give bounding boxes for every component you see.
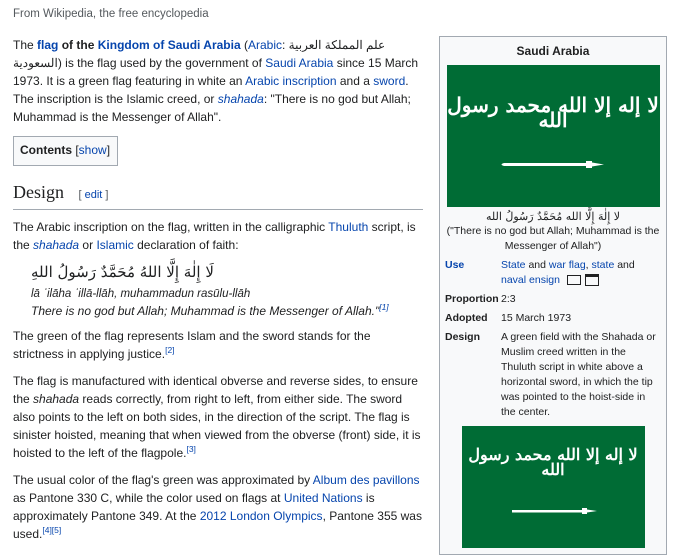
- text: reads correctly, from right to left, from either side. The sword also points to the left on both sides, in the direction of the script. The flag is sinister hoisted, meaning that when viewed from the obverse (front) side, it is hoisted to the left of the flagpole.: [13, 392, 421, 460]
- text: There is no god but Allah; Muhammad is the Messenger of Allah.": [31, 303, 380, 318]
- design-paragraph-4: [13, 471, 423, 543]
- tagline: From Wikipedia, the free encyclopedia: [13, 8, 209, 20]
- infobox-row-adopted: [445, 311, 661, 326]
- text: ,: [585, 259, 589, 271]
- proportion-value: 2:3: [501, 293, 516, 305]
- flag-use-icon-2[interactable]: [585, 274, 599, 286]
- arabic-shahada-text: لَا إِلٰهَ إِلَّا اللهُ مُحَمَّدٌ رَسُولُ اللهِ: [31, 263, 214, 281]
- arabic-link[interactable]: Arabic: [247, 38, 282, 52]
- reference-3[interactable]: [3]: [186, 444, 196, 454]
- reference-1[interactable]: [1]: [379, 301, 389, 312]
- text: is the flag used by the government of: [65, 56, 262, 70]
- design-label: Design: [445, 331, 481, 343]
- text: of the: [61, 38, 95, 52]
- sword-link[interactable]: sword: [373, 74, 406, 88]
- edit-link[interactable]: edit: [84, 189, 103, 201]
- design-paragraph-1: [13, 218, 423, 254]
- caption-arabic: لا إِلٰهَ إِلَّا الله مُحَمَّدٌ رَسُولُ الله: [485, 210, 621, 223]
- adopted-value: 15 March 1973: [501, 312, 572, 324]
- edit-section: [ edit ]: [78, 189, 109, 201]
- saudi-arabia-link[interactable]: Saudi Arabia: [265, 56, 334, 70]
- united-nations-link[interactable]: United Nations: [283, 491, 363, 505]
- kingdom-link[interactable]: Kingdom of Saudi Arabia: [97, 38, 241, 52]
- translation: [31, 303, 423, 320]
- infobox-row-use: [445, 258, 661, 288]
- flag-caption: [444, 209, 662, 254]
- state-link-2[interactable]: state: [591, 259, 615, 271]
- infobox-title: Saudi Arabia: [516, 44, 590, 58]
- text: , Pantone 355 was used.: [13, 509, 422, 541]
- design-paragraph-3: [13, 372, 423, 462]
- text: : "There is no god but Allah; Muhammad is the Messenger of Allah".: [13, 92, 411, 124]
- infobox-row-proportion: [445, 292, 661, 307]
- naval-ensign-link[interactable]: naval ensign: [501, 274, 560, 286]
- table-of-contents: Contents [show]: [13, 136, 118, 166]
- adopted-label: Adopted: [445, 312, 488, 324]
- text: and a: [339, 74, 370, 88]
- text: since 15 March 1973. It is a green flag featuring in white an: [13, 56, 419, 88]
- use-label: [445, 258, 501, 288]
- use-value: [501, 258, 661, 288]
- flag-link[interactable]: flag: [37, 38, 59, 52]
- quote-block: [31, 286, 423, 319]
- arabic-inscription-link[interactable]: Arabic inscription: [245, 74, 337, 88]
- section-heading-design: [13, 181, 423, 210]
- text: The flag is manufactured with identical obverse and reverse sides, to ensure the: [13, 374, 418, 406]
- reference-4-5[interactable]: [4][5]: [42, 525, 62, 535]
- album-des-pavillons-link[interactable]: Album des pavillons: [312, 473, 420, 487]
- design-paragraph-2: [13, 327, 423, 363]
- flag-inscription: لا إله إلا الله محمد رسول الله: [447, 93, 659, 132]
- sword-icon-2: [462, 426, 645, 548]
- text: script, is the: [13, 220, 416, 252]
- olympics-link[interactable]: 2012 London Olympics: [199, 509, 323, 523]
- toc-show-link[interactable]: show: [78, 143, 107, 157]
- flag-image-2[interactable]: [462, 426, 645, 548]
- text: . The inscription is the Islamic creed, or: [13, 74, 409, 106]
- state-link[interactable]: State: [501, 259, 526, 271]
- section-title: Design: [13, 182, 64, 202]
- infobox: [439, 36, 667, 555]
- text: as Pantone 330 C, while the color used on flags at: [13, 491, 281, 505]
- text: The usual color of the flag's green was approximated by: [13, 473, 311, 487]
- thuluth-link[interactable]: Thuluth: [328, 220, 369, 234]
- sword-icon: [447, 65, 660, 207]
- article-body: [13, 36, 423, 552]
- flag-inscription-2: لا إله إلا الله محمد رسول الله: [468, 445, 638, 479]
- islamic-link[interactable]: Islamic: [96, 238, 134, 252]
- reference-2[interactable]: [2]: [165, 345, 175, 355]
- caption-english: ("There is no god but Allah; Muhammad is the Messenger of Allah"): [446, 225, 660, 252]
- text: and: [617, 259, 635, 271]
- text: and: [528, 259, 546, 271]
- text: declaration of faith:: [137, 238, 239, 252]
- text: or: [82, 238, 94, 252]
- text: ): [57, 56, 62, 70]
- text: (: [240, 38, 248, 52]
- arabic-name: : علم المملكة العربية السعودية: [13, 38, 386, 70]
- shahada-link[interactable]: shahada: [217, 92, 264, 106]
- transliteration: lā ʾilāha ʾillā-llāh, muhammadun rasūlu-llāh: [31, 288, 251, 300]
- war-flag-link[interactable]: war flag: [548, 259, 586, 271]
- design-value: A green field with the Shahada or Muslim creed written in the Thuluth script in white above a horizontal sword, in which the tip was pointed to the hoist-side in the center.: [501, 331, 656, 418]
- flag-use-icon[interactable]: [567, 275, 581, 285]
- text: The: [13, 38, 34, 52]
- shahada-link-2[interactable]: shahada: [33, 238, 80, 252]
- text: The Arabic inscription on the flag, written in the calligraphic: [13, 220, 326, 234]
- proportion-label: Proportion: [445, 293, 499, 305]
- use-link[interactable]: Use: [445, 259, 465, 271]
- text: is approximately Pantone 349. At the: [13, 491, 375, 523]
- shahada-italic: shahada: [33, 392, 80, 406]
- infobox-row-design: [445, 330, 661, 420]
- toc-label: Contents: [20, 143, 72, 157]
- intro-paragraph: [13, 36, 423, 126]
- text: The green of the flag represents Islam and the sword stands for the strictness in applying justice.: [13, 329, 371, 361]
- flag-image[interactable]: [447, 65, 660, 207]
